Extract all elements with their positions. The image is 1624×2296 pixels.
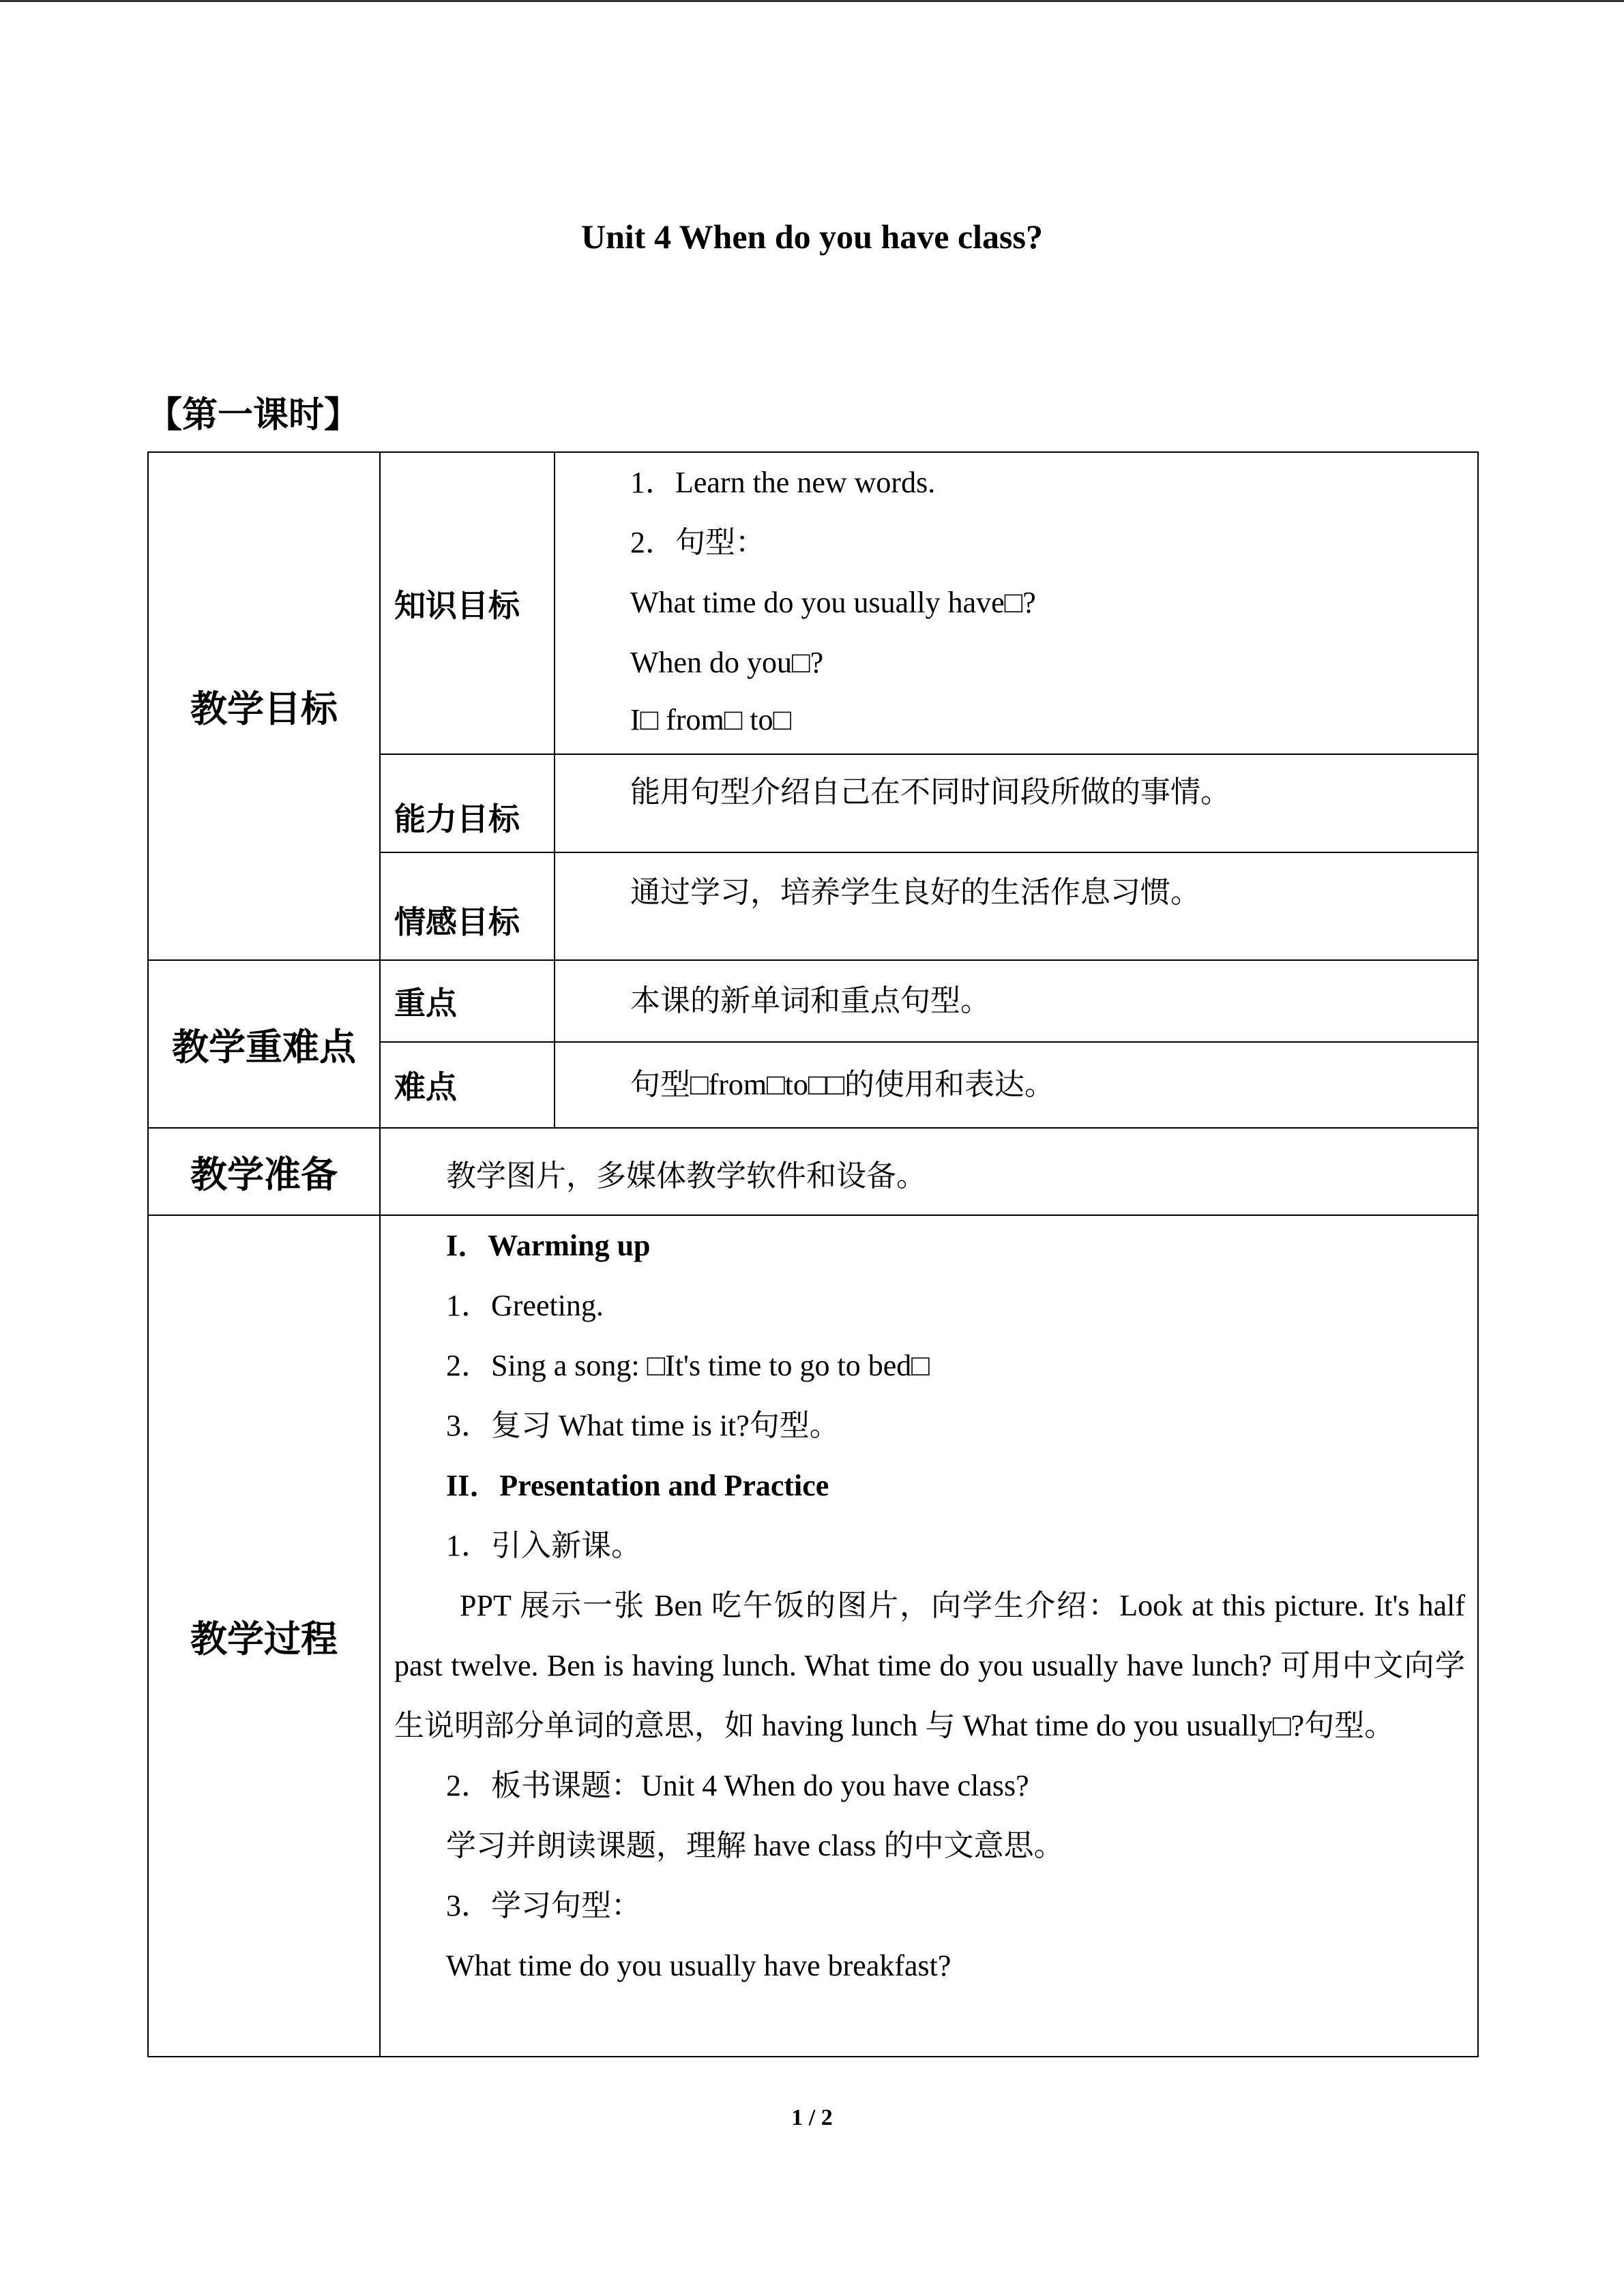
process-content — [380, 1215, 1478, 2057]
warming-up-heading: I．Warming up — [446, 1229, 651, 1262]
category-preparation: 教学准备 — [148, 1128, 380, 1215]
knowledge-line-3: What time do you usually have□? — [630, 586, 1036, 619]
presentation-heading: II．Presentation and Practice — [446, 1469, 829, 1502]
presentation-step-1: 1．引入新课。 — [446, 1529, 641, 1562]
focus-content — [555, 960, 1478, 1042]
page-top-border — [0, 0, 1624, 2]
knowledge-line-1: 1．Learn the new words. — [630, 466, 936, 499]
label-focus: 重点 — [380, 960, 555, 1042]
difficulty-text: 句型□from□to□□的使用和表达。 — [630, 1068, 1055, 1101]
category-key-points: 教学重难点 — [148, 960, 380, 1128]
difficulty-content — [555, 1042, 1478, 1128]
presentation-step-1-paragraph: PPT 展示一张 Ben 吃午饭的图片，向学生介绍：Look at this picture. It's half past twelve. Ben is having lunch. What time do you usually have lunch? 可用中文向学生说明部分单词的意思，如 having lunch 与 What time do you usually□?句型。 — [394, 1589, 1465, 1742]
knowledge-line-5: I□ from□ to□ — [630, 703, 792, 736]
table-row — [148, 1128, 1478, 1215]
presentation-step-2-detail: 学习并朗读课题，理解 have class 的中文意思。 — [446, 1829, 1064, 1862]
table-row — [148, 1215, 1478, 2057]
table-row — [148, 960, 1478, 1042]
preparation-text: 教学图片，多媒体教学软件和设备。 — [446, 1159, 926, 1193]
page-number: 1 / 2 — [791, 2105, 833, 2130]
label-emotion-goal: 情感目标 — [380, 852, 555, 960]
emotion-goal-text: 通过学习，培养学生良好的生活作息习惯。 — [630, 876, 1200, 909]
lesson-plan-table — [147, 451, 1479, 2057]
preparation-content — [380, 1128, 1478, 1215]
page-title: Unit 4 When do you have class? — [581, 218, 1043, 256]
knowledge-line-2: 2．句型： — [630, 526, 765, 559]
presentation-step-2: 2．板书课题：Unit 4 When do you have class? — [446, 1769, 1029, 1802]
knowledge-goal-content — [555, 452, 1478, 754]
warming-item-2: 2．Sing a song: □It's time to go to bed□ — [446, 1349, 930, 1382]
label-knowledge-goal: 知识目标 — [380, 452, 555, 754]
section-heading: 【第一课时】 — [147, 395, 360, 436]
category-objectives: 教学目标 — [148, 452, 380, 960]
emotion-goal-content — [555, 852, 1478, 960]
category-process: 教学过程 — [148, 1215, 380, 2057]
ability-goal-text: 能用句型介绍自己在不同时间段所做的事情。 — [630, 775, 1230, 809]
table-row — [148, 452, 1478, 754]
label-ability-goal: 能力目标 — [380, 754, 555, 852]
ability-goal-content — [555, 754, 1478, 852]
presentation-step-3-example: What time do you usually have breakfast? — [446, 1949, 951, 1982]
warming-item-3: 3．复习 What time is it?句型。 — [446, 1409, 840, 1442]
label-difficulty: 难点 — [380, 1042, 555, 1128]
warming-item-1: 1．Greeting. — [446, 1289, 604, 1322]
presentation-step-3: 3．学习句型： — [446, 1889, 641, 1922]
focus-text: 本课的新单词和重点句型。 — [630, 984, 990, 1017]
knowledge-line-4: When do you□? — [630, 646, 824, 679]
